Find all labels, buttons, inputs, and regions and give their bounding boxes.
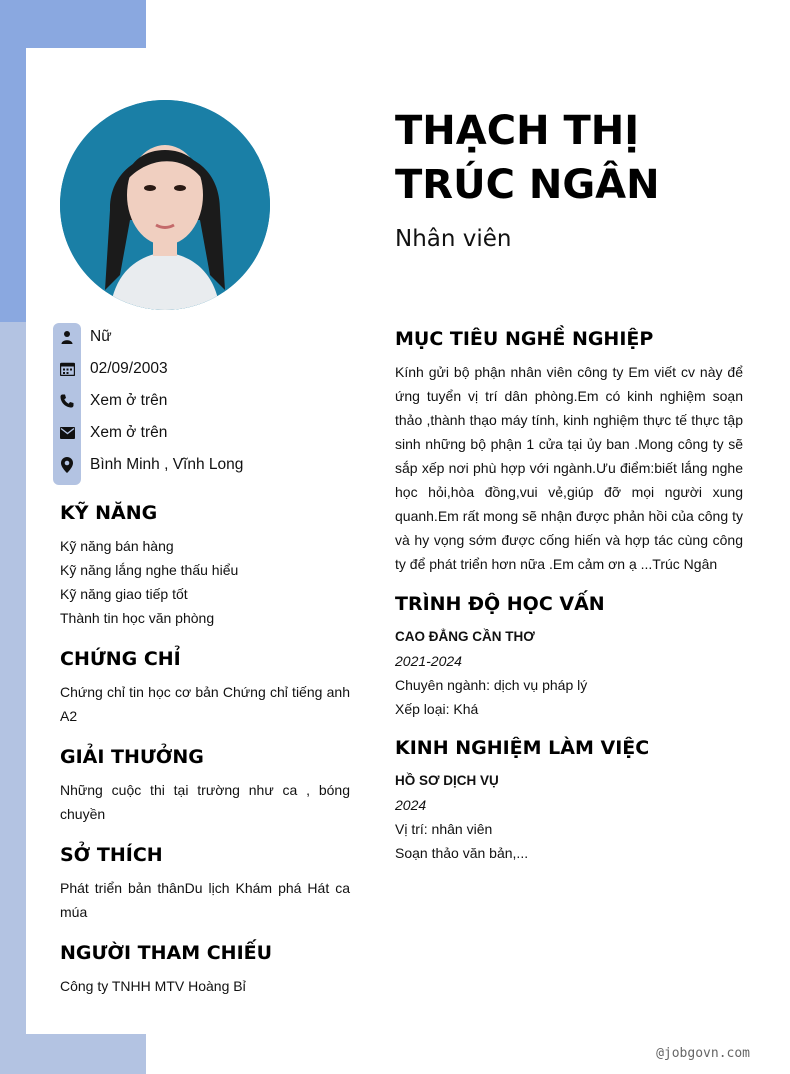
skill-item: Kỹ năng lắng nghe thấu hiểu [60, 562, 239, 578]
skill-item: Kỹ năng giao tiếp tốt [60, 586, 188, 602]
contact-gender [53, 321, 353, 353]
certificates-section [60, 648, 350, 728]
experience-position: Vị trí: nhân viên [395, 821, 493, 837]
skill-item: Kỹ năng bán hàng [60, 538, 174, 554]
references-text: Công ty TNHH MTV Hoàng Bỉ [60, 978, 246, 994]
education-period: 2021-2024 [395, 653, 462, 669]
education-section [395, 593, 743, 721]
objective-section [395, 328, 743, 576]
hobbies-section [60, 844, 350, 924]
hobbies-text: Phát triển bản thânDu lịch Khám phá Hát ca múa [60, 880, 350, 920]
candidate-name: THẠCH THỊ TRÚC NGÂN [395, 108, 660, 208]
site-watermark: @jobgovn.com [656, 1046, 750, 1061]
phone-text: Xem ở trên [90, 392, 168, 409]
profile-photo [60, 100, 270, 310]
experience-description: Soạn thảo văn bản,... [395, 845, 529, 861]
certificates-heading: CHỨNG CHỈ [60, 648, 181, 670]
experience-company: HỒ SƠ DỊCH VỤ [395, 773, 499, 788]
objective-heading: MỤC TIÊU NGHỀ NGHIỆP [395, 328, 654, 350]
education-major: Chuyên ngành: dịch vụ pháp lý [395, 677, 588, 693]
experience-section [395, 737, 743, 865]
experience-heading: KINH NGHIỆM LÀM VIỆC [395, 737, 650, 759]
contact-phone [53, 385, 353, 417]
education-school: CAO ĐẲNG CẦN THƠ [395, 629, 535, 644]
certificates-text: Chứng chỉ tin học cơ bản Chứng chỉ tiếng anh A2 [60, 684, 350, 724]
contact-email [53, 417, 353, 449]
awards-text: Những cuộc thi tại trường như ca , bóng chuyền [60, 782, 350, 822]
person-icon [53, 330, 81, 344]
contact-address [53, 449, 353, 481]
experience-period: 2024 [395, 797, 427, 813]
birthdate-text: 02/09/2003 [90, 360, 168, 377]
calendar-icon [53, 362, 81, 376]
references-heading: NGƯỜI THAM CHIẾU [60, 942, 273, 964]
skills-heading: KỸ NĂNG [60, 502, 158, 524]
skill-item: Thành tin học văn phòng [60, 610, 215, 626]
skills-section [60, 502, 350, 630]
location-pin-icon [53, 457, 81, 473]
education-heading: TRÌNH ĐỘ HỌC VẤN [395, 593, 605, 615]
address-text: Bình Minh , Vĩnh Long [90, 456, 244, 473]
job-title: Nhân viên [395, 226, 512, 252]
phone-icon [53, 394, 81, 408]
gender-text: Nữ [90, 328, 112, 345]
objective-text: Kính gửi bộ phận nhân viên công ty Em viết cv này để ứng tuyển vị trí dân phòng.Em có kinh nghiệm soạn thảo ,thành thạo máy tính, kinh nghiệm thực tế thực tập sinh những bộ phận 1 cửa tại ủy ban .Mong công ty sẽ sắp xếp nơi phù hợp với ngành.Ưu điểm:biết lắng nghe học hỏi,hòa đồng,vui vẻ,giúp đỡ mọi người xung quanh.Em rất mong sẽ nhận được phản hồi của công ty và hy vọng sớm được cống hiến và hợp tác cùng công ty để phát triển hơn nữa .Em cảm ơn ạ ...Trúc Ngân [395, 364, 743, 572]
hobbies-heading: SỞ THÍCH [60, 844, 163, 866]
references-section [60, 942, 350, 998]
awards-heading: GIẢI THƯỞNG [60, 746, 204, 768]
awards-section [60, 746, 350, 826]
email-text: Xem ở trên [90, 424, 168, 441]
education-grade: Xếp loại: Khá [395, 701, 479, 717]
contact-birthdate [53, 353, 353, 385]
mail-icon [53, 427, 81, 439]
